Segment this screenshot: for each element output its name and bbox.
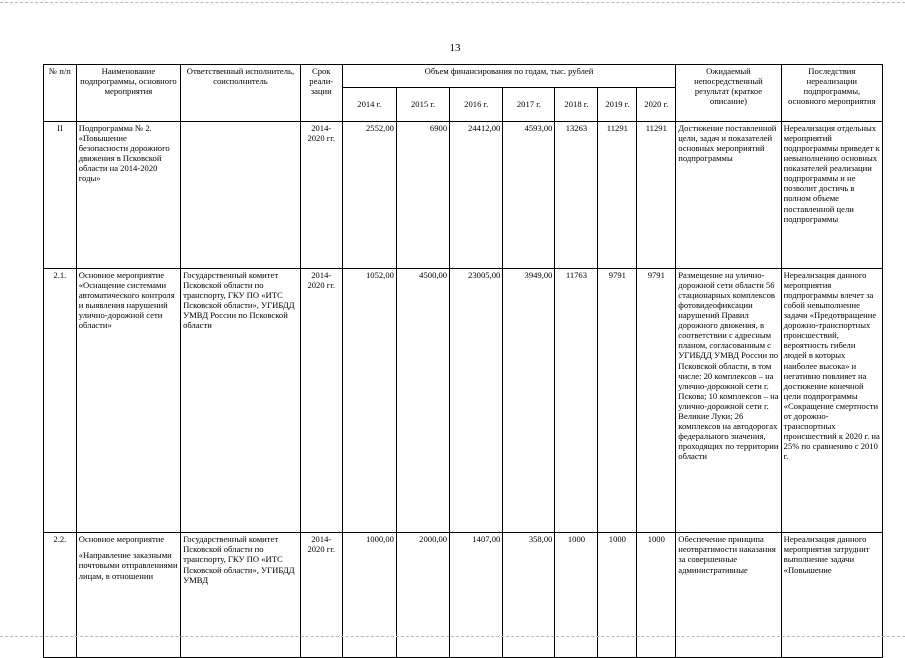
row-funding-value: 1052,00	[342, 268, 396, 533]
header-year: 2020 г.	[637, 88, 676, 121]
row-expected-result: Обеспечение принципа неотвратимости наказания за совершенные административные	[676, 533, 781, 658]
row-term: 2014-2020 гг.	[300, 121, 342, 268]
row-name-title: «Оснащение системами автоматического контроля и выявления нарушений улично-дорожной сети области»	[78, 279, 175, 331]
row-num: 2.1.	[44, 268, 77, 533]
row-funding-value: 1000	[598, 533, 637, 658]
header-funding-group: Объем финансирования по годам, тыс. рублей	[342, 65, 676, 88]
row-funding-value: 24412,00	[450, 121, 503, 268]
header-executor: Ответственный исполнитель, соисполнитель	[181, 65, 301, 122]
row-funding-value: 9791	[598, 268, 637, 533]
header-expected-result: Ожидаемый непосредственный результат (краткое описание)	[676, 65, 781, 122]
row-funding-value: 23005,00	[450, 268, 503, 533]
row-funding-value: 1000	[637, 533, 676, 658]
row-name-title: «Направление заказными почтовыми отправлениями лицам, в отношении	[78, 550, 178, 581]
row-funding-value: 3949,00	[503, 268, 555, 533]
row-executor: Государственный комитет Псковской области по транспорту, ГКУ ПО «ИТС Псковской области», УГИБДД УМВД России по Псковской области	[181, 268, 301, 533]
row-funding-value: 4593,00	[503, 121, 555, 268]
row-executor: Государственный комитет Псковской области по транспорту, ГКУ ПО «ИТС Псковской области», УГИБДД УМВД	[181, 533, 301, 658]
row-name-type: Основное мероприятие	[78, 534, 165, 545]
scan-edge-top	[0, 2, 905, 3]
row-num: II	[44, 121, 77, 268]
row-consequences: Нереализация данного мероприятия затруднит выполнение задачи «Повышение	[781, 533, 882, 658]
page-number: 13	[449, 42, 461, 54]
table-row-2-2	[44, 533, 883, 658]
row-expected-result: Достижение поставленной цели, задач и показателей основных мероприятий подпрограммы	[676, 121, 781, 268]
row-funding-value: 13263	[555, 121, 598, 268]
row-num: 2.2.	[44, 533, 77, 658]
header-year: 2015 г.	[396, 88, 449, 121]
row-funding-value: 6900	[396, 121, 449, 268]
row-funding-value: 11291	[637, 121, 676, 268]
row-funding-value: 1407,00	[450, 533, 503, 658]
row-funding-value: 9791	[637, 268, 676, 533]
row-name	[76, 533, 180, 658]
row-funding-value: 11291	[598, 121, 637, 268]
header-year: 2018 г.	[555, 88, 598, 121]
header-year: 2014 г.	[342, 88, 396, 121]
table-row-2-1	[44, 268, 883, 533]
header-num: № п/п	[44, 65, 77, 122]
funding-table	[43, 64, 883, 658]
header-row	[44, 65, 883, 88]
table-row-subprogram-2	[44, 121, 883, 268]
row-funding-value: 1000,00	[342, 533, 396, 658]
row-funding-value: 2552,00	[342, 121, 396, 268]
header-year: 2016 г.	[450, 88, 503, 121]
row-funding-value: 1000	[555, 533, 598, 658]
row-executor	[181, 121, 301, 268]
row-name: Подпрограмма № 2. «Повышение безопасности дорожного движения в Псковской области на 2014-2020 годы»	[76, 121, 180, 268]
header-name: Наименование подпрограммы, основного мероприятия	[76, 65, 180, 122]
row-consequences: Нереализация отдельных мероприятий подпрограммы приведет к невыполнению основных показателей реализации подпрограммы и не позволит достичь в полном объеме поставленной цели подпрограммы	[781, 121, 882, 268]
scan-edge-bottom	[0, 636, 905, 637]
header-consequences: Последствия нереализации подпрограммы, основного мероприятия	[781, 65, 882, 122]
header-year: 2019 г.	[598, 88, 637, 121]
row-funding-value: 2000,00	[396, 533, 449, 658]
row-consequences: Нереализация данного мероприятия подпрограммы влечет за собой невыполнение задачи «Предотвращение дорожно-транспортных происшествий, вероятность гибели людей в которых наиболее высока» и негативно повлияет на достижение конечной цели подпрограммы «Сокращение смертности от дорожно-транспортных происшествий к 2020 г. на 25% по сравнению с 2010 г.	[781, 268, 882, 533]
row-term: 2014-2020 гг.	[300, 268, 342, 533]
row-funding-value: 358,00	[503, 533, 555, 658]
row-funding-value: 4500,00	[396, 268, 449, 533]
header-term: Срок реали-зации	[300, 65, 342, 122]
row-name	[76, 268, 180, 533]
row-expected-result: Размещение на улично-дорожной сети области 56 стационарных комплексов фотовидеофиксации нарушений Правил дорожного движения, в соответствии с адресным планом, согласованным с УГИБДД УМВД России по Псковской области, в том числе: 20 комплексов – на улично-дорожной сети г. Пскова; 10 комплексов – на улично-дорожной сети г. Великие Луки; 26 комплексов на автодорогах федерального значения, проходящих по территории области	[676, 268, 781, 533]
header-year: 2017 г.	[503, 88, 555, 121]
row-funding-value: 11763	[555, 268, 598, 533]
row-term: 2014-2020 гг.	[300, 533, 342, 658]
row-name-type: Основное мероприятие	[78, 269, 165, 280]
